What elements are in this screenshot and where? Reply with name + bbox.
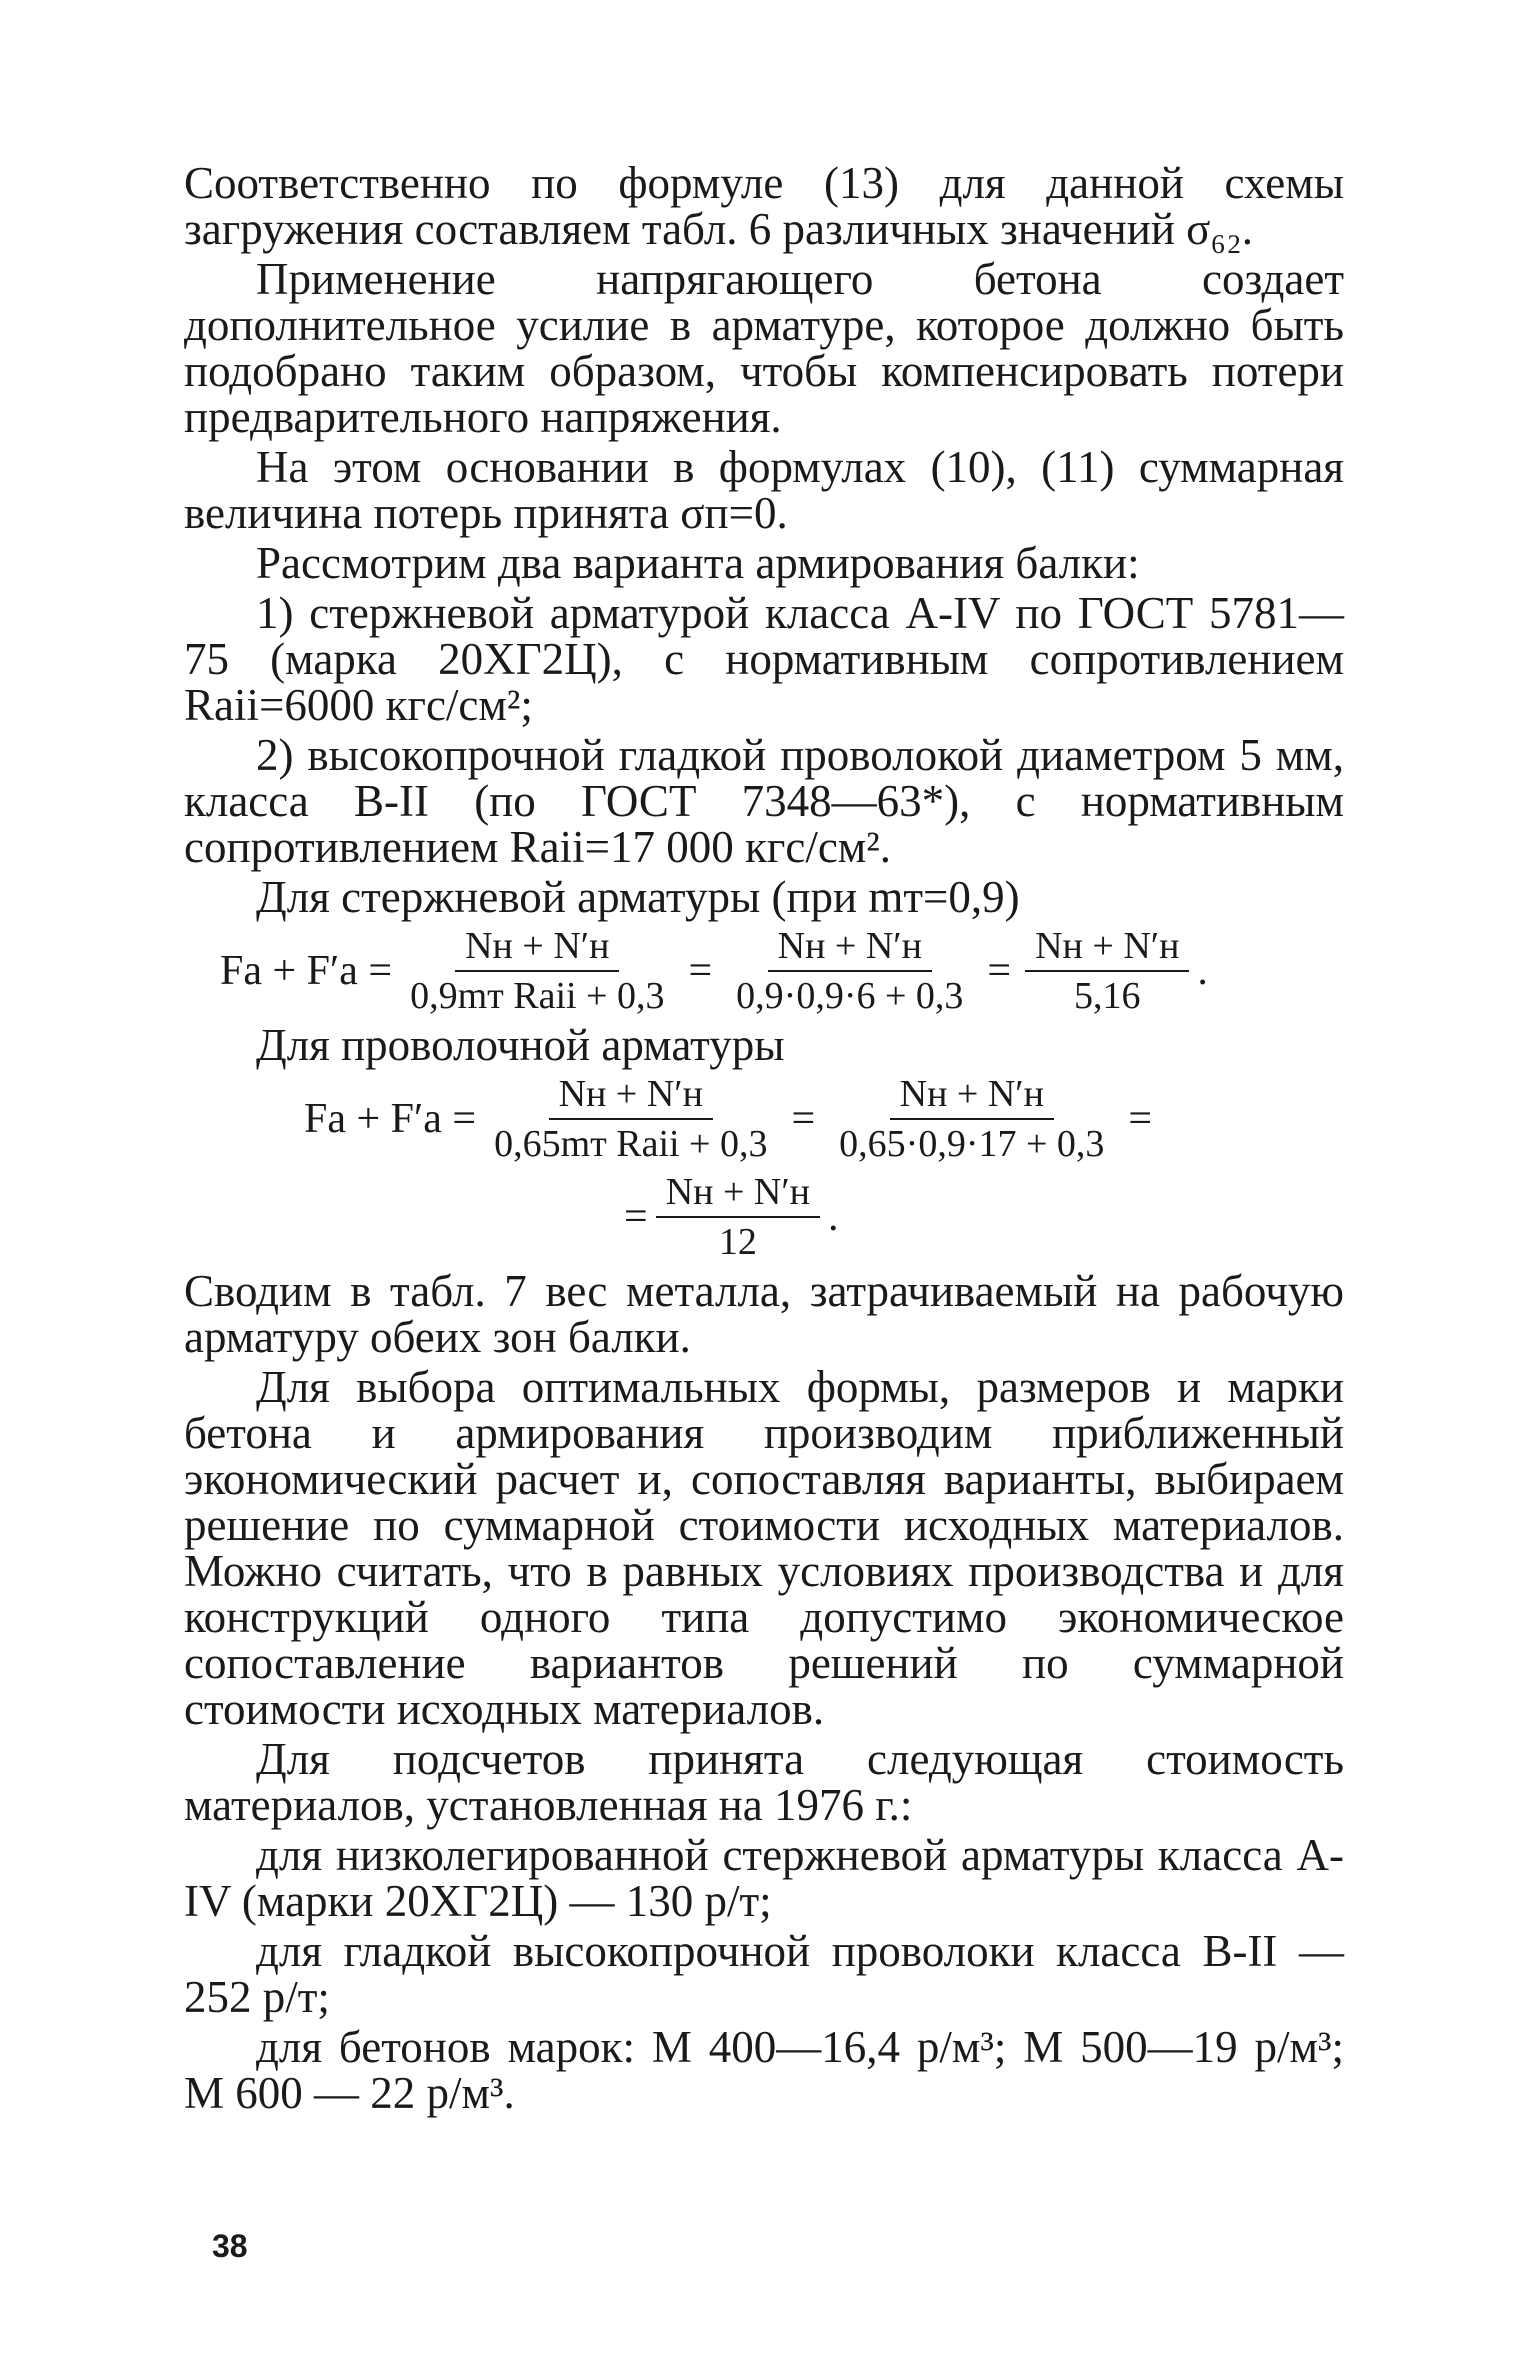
fraction: [400, 924, 674, 1018]
fraction: [1025, 924, 1189, 1018]
numerator: Nн + N′н: [768, 924, 932, 972]
denominator: 0,65·0,9·17 + 0,3: [839, 1123, 1105, 1165]
list-item: для гладкой высокопрочной проволоки класса В-II — 252 р/т;: [184, 1926, 1344, 2022]
denominator: 12: [718, 1221, 757, 1263]
formula-wire-result: [624, 1170, 1344, 1264]
numerator: Nн + N′н: [890, 1072, 1054, 1120]
page-number: 38: [212, 2228, 248, 2264]
fraction: [829, 1072, 1114, 1166]
formula-lhs: Fа + F′а =: [220, 948, 393, 994]
denominator: 0,9mт Rаіі + 0,3: [410, 975, 665, 1017]
paragraph: Применение напрягающего бетона создает дополнительное усилие в арматуре, которое должно быть подобрано таким образом, чтобы компенсировать потери предварительного напряжения.: [184, 254, 1344, 442]
denominator: 0,65mт Rаіі + 0,3: [494, 1123, 768, 1165]
formula-rod-reinforcement: [220, 924, 1344, 1018]
numerator: Nн + N′н: [549, 1072, 713, 1120]
paragraph: Для подсчетов принята следующая стоимость материалов, установленная на 1976 г.:: [184, 1734, 1344, 1830]
list-item: для низколегированной стержневой арматуры класса А-IV (марки 20ХГ2Ц) — 130 р/т;: [184, 1830, 1344, 1926]
paragraph: Рассмотрим два варианта армирования балки:: [256, 538, 1140, 588]
equals-sign: =: [624, 1194, 648, 1240]
equals-sign: =: [987, 948, 1012, 994]
numerator: Nн + N′н: [455, 924, 619, 972]
denominator: 5,16: [1074, 975, 1141, 1017]
list-item: для бетонов марок: М 400—16,4 р/м³; М 500—19 р/м³; М 600 — 22 р/м³.: [184, 2022, 1344, 2118]
paragraph: Для выбора оптимальных формы, размеров и марки бетона и армирования производим приближенный экономический расчет и, сопоставляя варианты, выбираем решение по суммарной стоимости исходных материалов. Можно считать, что в равных условиях производства и для конструкций одного типа допустимо экономическое сопоставление вариантов решений по суммарной стоимости исходных материалов.: [184, 1362, 1344, 1734]
fraction: [484, 1072, 777, 1166]
formula-period: .: [828, 1194, 839, 1240]
fraction: [656, 1170, 820, 1264]
formula-period: .: [1197, 948, 1208, 994]
paragraph: На этом основании в формулах (10), (11) суммарная величина потерь принята σп=0.: [184, 442, 1344, 538]
equals-sign: =: [791, 1096, 816, 1142]
paragraph: Для проволочной арматуры: [256, 1020, 785, 1070]
list-item: 2) высокопрочной гладкой проволокой диаметром 5 мм, класса В-II (по ГОСТ 7348—63*), с нормативным сопротивлением Rаіі=17 000 кгс/см².: [184, 730, 1344, 872]
denominator: 0,9·0,9·6 + 0,3: [736, 975, 964, 1017]
list-item: 1) стержневой арматурой класса А-IV по ГОСТ 5781—75 (марка 20ХГ2Ц), с нормативным сопротивлением Rаіі=6000 кгс/см²;: [184, 588, 1344, 730]
page-body: [184, 160, 1344, 2120]
paragraph: Для стержневой арматуры (при mт=0,9): [256, 872, 1020, 922]
numerator: Nн + N′н: [1025, 924, 1189, 972]
equals-sign: =: [1128, 1096, 1153, 1142]
fraction: [726, 924, 973, 1018]
equals-sign: =: [688, 948, 713, 994]
formula-lhs: Fа + F′а =: [304, 1096, 477, 1142]
paragraph: Соответственно по формуле (13) для данной схемы загружения составляем табл. 6 различных значений σ₆₂.: [184, 158, 1344, 254]
formula-wire-reinforcement: [304, 1072, 1344, 1166]
numerator: Nн + N′н: [656, 1170, 820, 1218]
paragraph: Сводим в табл. 7 вес металла, затрачиваемый на рабочую арматуру обеих зон балки.: [184, 1266, 1344, 1362]
